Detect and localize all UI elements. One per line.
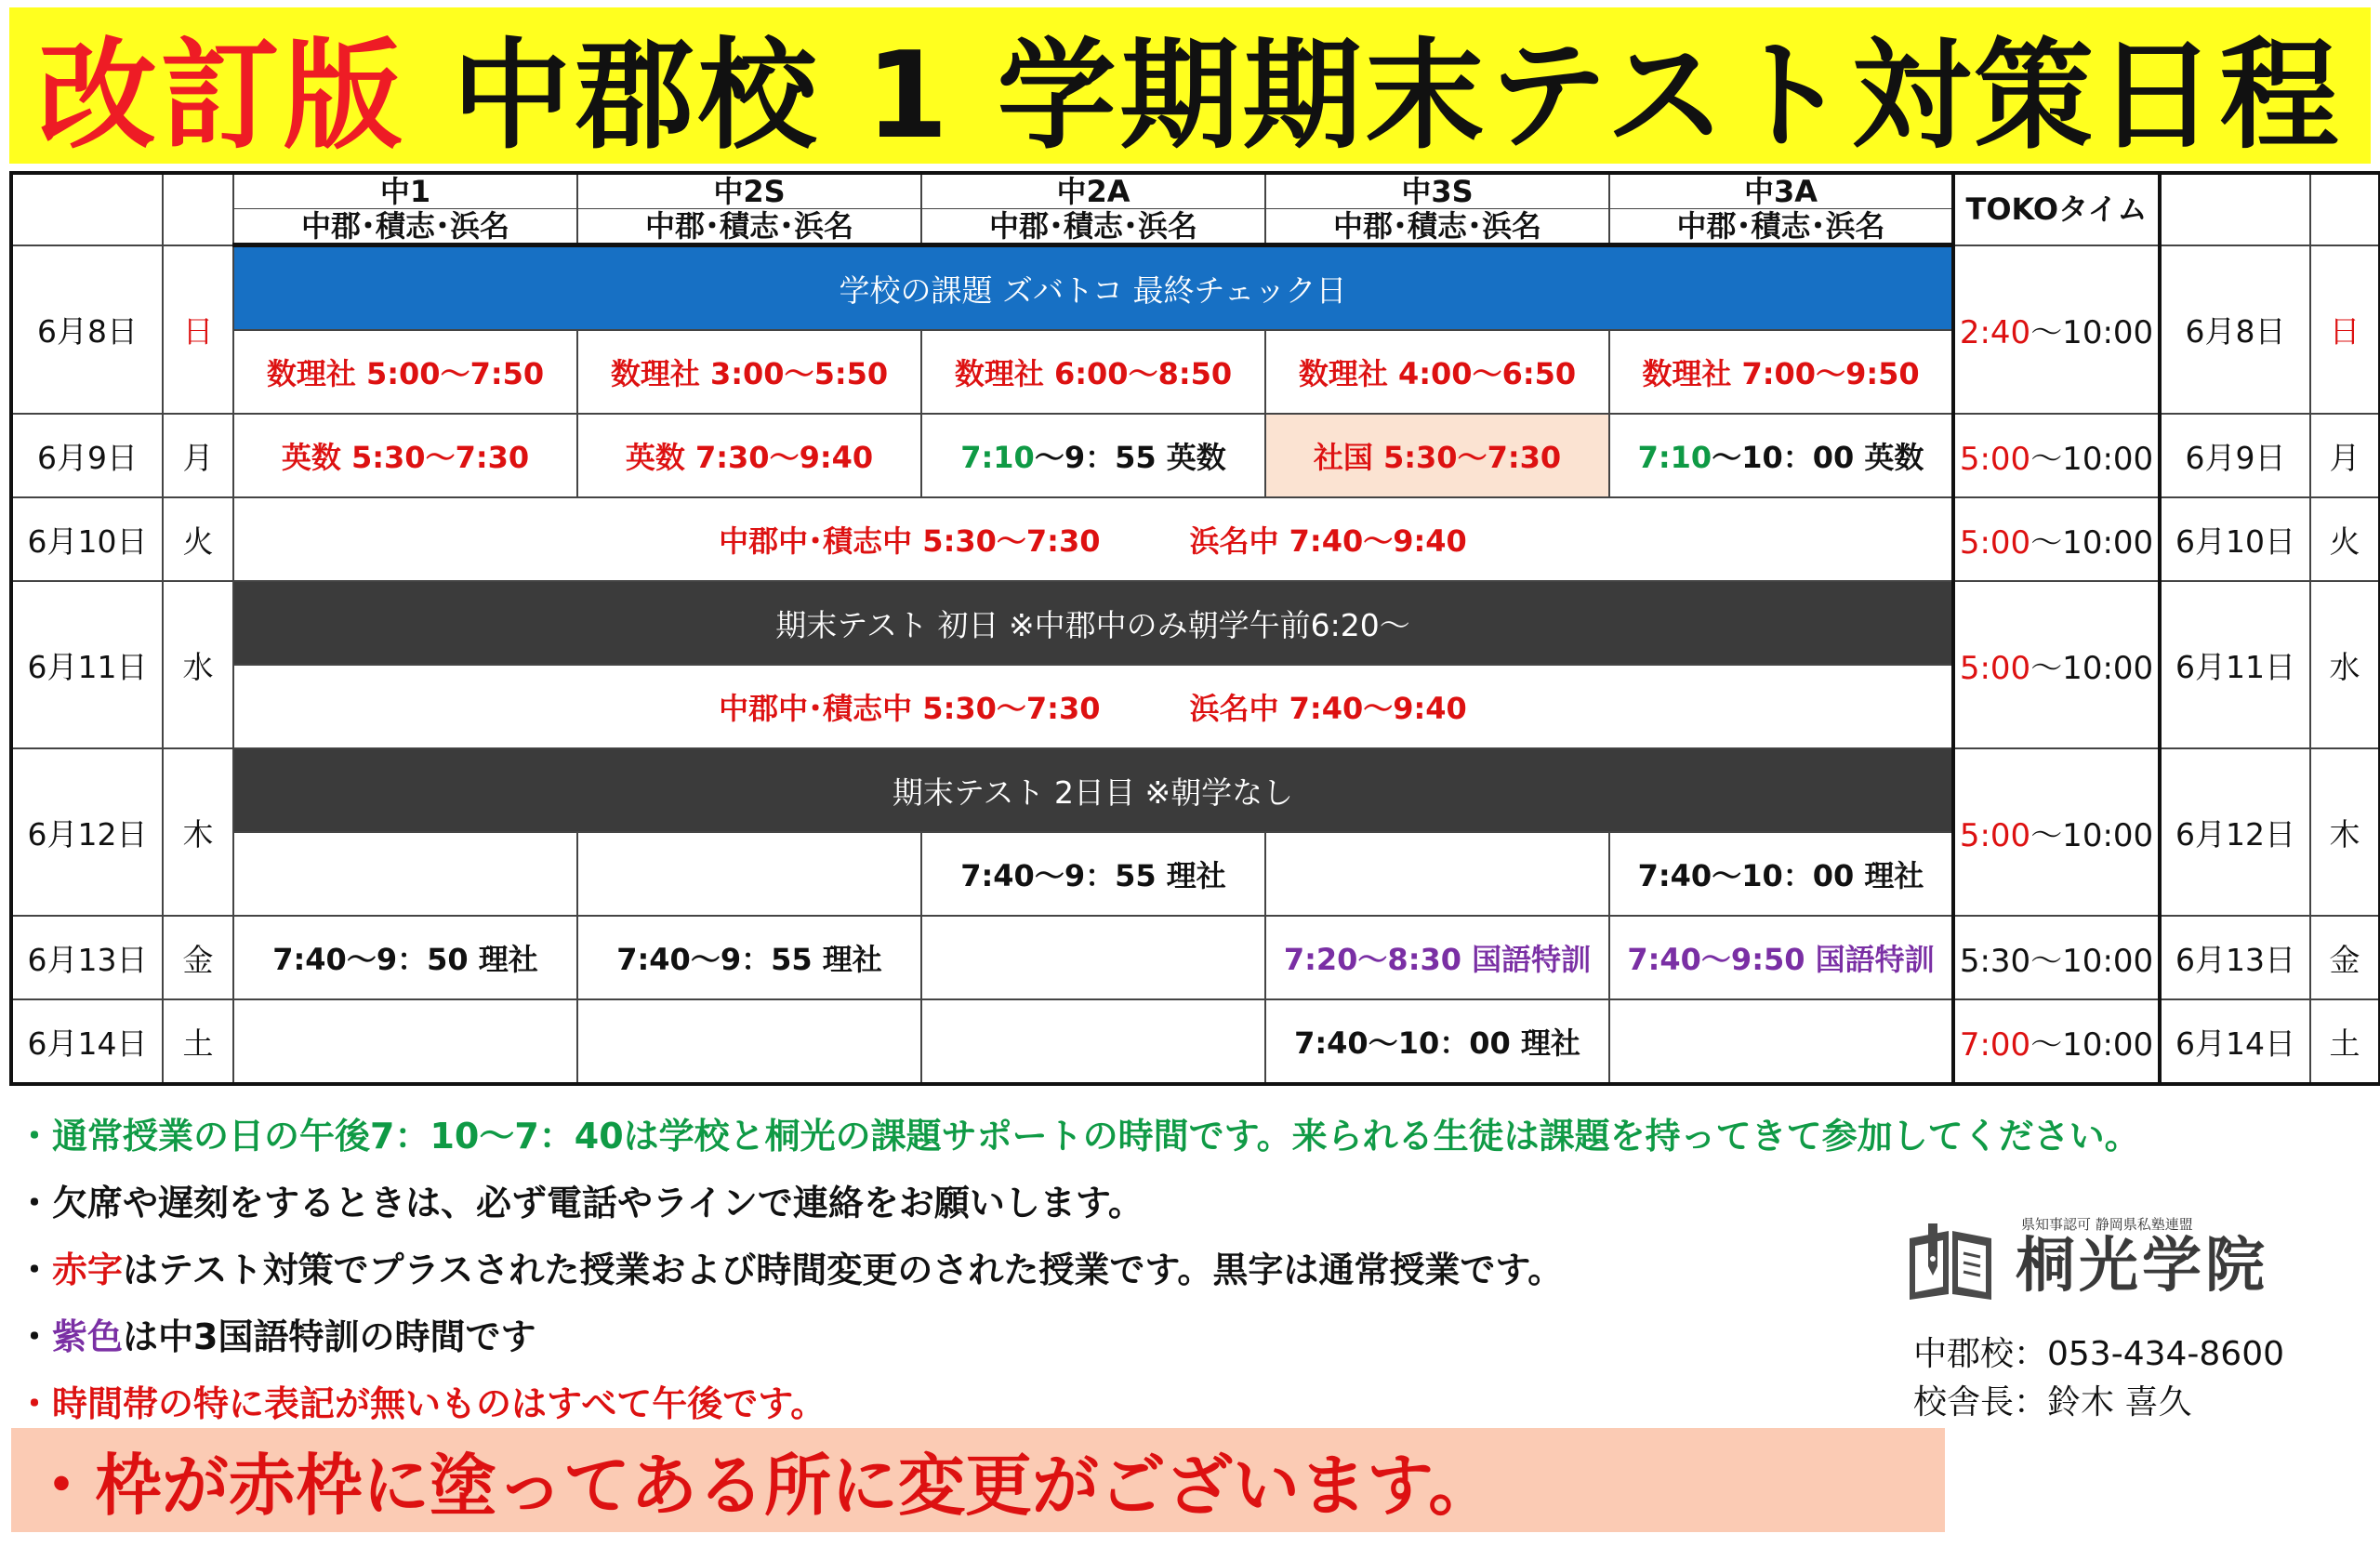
note-bullet: ・ [17,1250,53,1290]
toko-cell [1953,414,2160,497]
class-cell-changed: 社国 5:30～7:30 [1265,414,1609,497]
dow-cell: 金 [163,916,233,999]
header-group-3s: 中3S [1265,173,1609,209]
header-schools-1: 中郡･積志･浜名 [233,209,577,245]
class-cell-empty [1265,832,1609,916]
header-group-2s: 中2S [577,173,921,209]
toko-cell [1953,245,2160,415]
header-schools-3a: 中郡･積志･浜名 [1609,209,1953,245]
toko-end: ～10:00 [2030,440,2154,478]
class-cell: 数理社 4:00～6:50 [1265,330,1609,414]
note-bullet: ・ [17,1316,53,1357]
toko-start: 5:00 [1959,523,2031,562]
class-cell: 数理社 3:00～5:50 [577,330,921,414]
class-cell: 数理社 5:00～7:50 [233,330,577,414]
toko-start: 5:00 [1959,649,2031,687]
date-cell: 6月10日 [11,497,163,581]
class-cell-empty [921,999,1265,1084]
toko-end: ～10:00 [2030,1025,2154,1064]
class-time-rest: ～10：00 英数 [1712,440,1924,475]
date-cell-right: 6月14日 [2160,999,2310,1084]
header-row-groups [11,173,2380,209]
note-afternoon: ・時間帯の特に表記が無いものはすべて午後です。 [17,1383,826,1424]
date-cell-right: 6月13日 [2160,916,2310,999]
table-row [11,245,2380,331]
toko-end: ～10:00 [2030,313,2154,351]
toko-cell [1953,748,2160,916]
revision-label: 改訂版 [37,27,406,165]
class-cell: 7:40～10：00 理社 [1265,999,1609,1084]
school-logo [1906,1218,2352,1303]
date-cell-right: 6月10日 [2160,497,2310,581]
table-row [11,414,2380,497]
toko-cell [1953,581,2160,748]
dow-cell-right: 火 [2310,497,2380,581]
class-time-start: 7:10 [1637,440,1712,475]
date-cell-right: 6月12日 [2160,748,2310,916]
book-pen-icon [1906,1222,1995,1300]
span-class-cell: 中郡中･積志中 5:30～7:30 浜名中 7:40～9:40 [233,497,1953,581]
class-cell: 英数 7:30～9:40 [577,414,921,497]
note-absence: ・欠席や遅刻をするときは、必ず電話やラインで連絡をお願いします。 [17,1183,1144,1223]
header-schools-2a: 中郡･積志･浜名 [921,209,1265,245]
dow-cell-right: 木 [2310,748,2380,916]
date-cell-right: 6月11日 [2160,581,2310,748]
dow-cell: 木 [163,748,233,916]
school-principal: 校舎長：鈴木 喜久 [1913,1383,2192,1421]
table-row [11,999,2380,1084]
change-notice: ・枠が赤枠に塗ってある所に変更がございます。 [11,1428,1945,1532]
class-cell: 7:40～9：55 理社 [577,916,921,999]
toko-end: ～10:00 [2030,649,2154,687]
event-bar: 学校の課題 ズバトコ 最終チェック日 [233,245,1953,331]
class-cell-empty [921,916,1265,999]
date-cell: 6月13日 [11,916,163,999]
toko-start: 2:40 [1959,313,2031,351]
toko-end: ～10:00 [2030,816,2154,854]
dow-cell: 火 [163,497,233,581]
toko-cell [1953,999,2160,1084]
page-title: 中郡校 1 学期期末テスト対策日程 [452,27,2343,165]
header-group-3a: 中3A [1609,173,1953,209]
date-cell-right: 6月8日 [2160,245,2310,415]
dow-cell: 土 [163,999,233,1084]
note-purple-explain: は中3国語特訓の時間です [123,1316,536,1357]
class-cell: 7:40～10：00 理社 [1609,832,1953,916]
schedule-table [9,171,2380,1086]
class-cell: 7:40～9：50 理社 [233,916,577,999]
table-row [11,497,2380,581]
header-dow-blank [163,173,233,245]
date-cell: 6月11日 [11,581,163,748]
toko-start: 7:00 [1959,1025,2031,1064]
dow-cell-right: 月 [2310,414,2380,497]
school-name: 桐光学院 [2016,1232,2268,1301]
span-class-cell: 中郡中･積志中 5:30～7:30 浜名中 7:40～9:40 [233,665,1953,748]
class-cell-empty [1609,999,1953,1084]
date-cell: 6月12日 [11,748,163,916]
dow-cell: 日 [163,245,233,415]
class-cell: 7:20～8:30 国語特訓 [1265,916,1609,999]
event-bar: 期末テスト 2日目 ※朝学なし [233,748,1953,832]
class-cell: 数理社 7:00～9:50 [1609,330,1953,414]
class-cell: 7:40～9:50 国語特訓 [1609,916,1953,999]
dow-cell-right: 水 [2310,581,2380,748]
class-cell [921,414,1265,497]
class-cell-empty [233,999,577,1084]
event-bar: 期末テスト 初日 ※中郡中のみ朝学午前6:20～ [233,581,1953,665]
school-info [1906,1218,2352,1497]
header-schools-3s: 中郡･積志･浜名 [1265,209,1609,245]
class-cell-empty [233,832,577,916]
class-cell-empty [577,999,921,1084]
table-row [11,581,2380,665]
header-date-blank [11,173,163,245]
class-time-start: 7:10 [960,440,1035,475]
school-license: 県知事認可 静岡県私塾連盟 [2021,1216,2193,1233]
dow-cell: 月 [163,414,233,497]
header-date2-blank [2160,173,2310,245]
class-cell-empty [577,832,921,916]
note-red-explain: はテスト対策でプラスされた授業および時間変更のされた授業です。黒字は通常授業です。 [123,1250,1564,1290]
note-purple-word: 紫色 [52,1316,124,1357]
dow-cell: 水 [163,581,233,748]
class-time-rest: ～9：55 英数 [1034,440,1226,475]
dow-cell-right: 土 [2310,999,2380,1084]
dow-cell-right: 金 [2310,916,2380,999]
class-cell [1609,414,1953,497]
header-group-2a: 中2A [921,173,1265,209]
header-toko: TOKOタイム [1953,173,2160,245]
table-row [11,748,2380,832]
dow-cell-right: 日 [2310,245,2380,415]
toko-cell [1953,497,2160,581]
date-cell: 6月9日 [11,414,163,497]
note-support-time: ・通常授業の日の午後7：10～7：40は学校と桐光の課題サポートの時間です。来られる生徒は課題を持ってきて参加してください。 [17,1116,2140,1157]
school-phone: 中郡校：053-434-8600 [1913,1335,2285,1373]
class-cell: 英数 5:30～7:30 [233,414,577,497]
class-cell: 数理社 6:00～8:50 [921,330,1265,414]
date-cell: 6月14日 [11,999,163,1084]
title-banner [9,7,2371,164]
note-red-word: 赤字 [52,1250,124,1290]
toko-cell: 5:30～10:00 [1953,916,2160,999]
toko-end: ～10:00 [2030,523,2154,562]
toko-start: 5:00 [1959,440,2031,478]
date-cell: 6月8日 [11,245,163,415]
date-cell-right: 6月9日 [2160,414,2310,497]
class-cell: 7:40～9：55 理社 [921,832,1265,916]
header-dow2-blank [2310,173,2380,245]
header-group-1: 中1 [233,173,577,209]
header-schools-2s: 中郡･積志･浜名 [577,209,921,245]
table-row [11,916,2380,999]
toko-start: 5:00 [1959,816,2031,854]
